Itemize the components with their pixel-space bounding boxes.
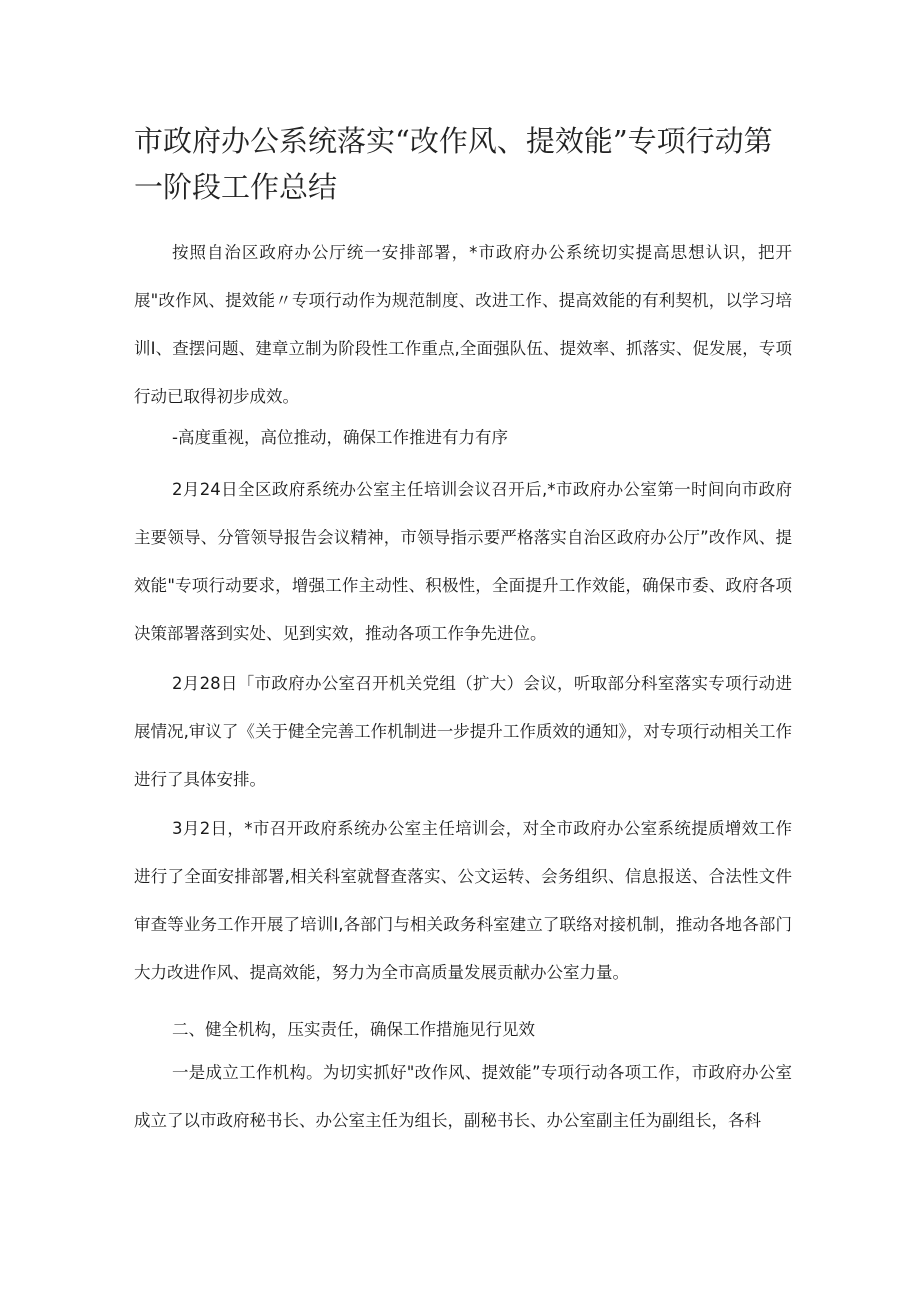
paragraph-feb-28: 2月28日「市政府办公室召开机关党组（扩大）会议，听取部分科室落实专项行动进展情况,审议了《关于健全完善工作机制进一步提升工作质效的通知》，对专项行动相关工作进行了具体安排。: [134, 674, 792, 789]
section-2-heading: 二、健全机构，压实责任，确保工作措施见行见效: [172, 1020, 535, 1039]
section-1-heading: -高度重视，高位推动，确保工作推进有力有序: [172, 428, 508, 447]
paragraph-mar-2: 3月2日，*市召开政府系统办公室主任培训会，对全市政府办公室系统提质增效工作进行了全面安排部署,相关科室就督查落实、公文运转、会务组织、信息报送、合法性文件审查等业务工作开展了培训I,各部门与相关政务科室建立了联络对接机制，推动各地各部门大力改进作风、提高效能，努力为全市高质量发展贡献办公室力量。: [134, 819, 792, 982]
intro-paragraph: 按照自治区政府办公厅统一安排部署，*市政府办公系统切实提高思想认识，把开展"改作风、提效能〃专项行动作为规范制度、改进工作、提高效能的有利契机，以学习培训I、查摆问题、建章立制为阶段性工作重点,全面强队伍、提效率、抓落实、促发展，专项行动已取得初步成效。: [134, 243, 792, 406]
document-title: 市政府办公系统落实“改作风、提效能”专项行动第一阶段工作总结: [134, 124, 773, 204]
paragraph-organization: 一是成立工作机构。为切实抓好"改作风、提效能”专项行动各项工作，市政府办公室成立了以市政府秘书长、办公室主任为组长，副秘书长、办公室副主任为副组长，各科: [134, 1063, 792, 1130]
paragraph-feb-24: 2月24日全区政府系统办公室主任培训会议召开后,*市政府办公室第一时间向市政府主要领导、分管领导报告会议精神，市领导指示要严格落实自治区政府办公厅”改作风、提效能"专项行动要求，增强工作主动性、积极性，全面提升工作效能，确保市委、政府各项决策部署落到实处、见到实效，推动各项工作争先进位。: [134, 480, 792, 643]
